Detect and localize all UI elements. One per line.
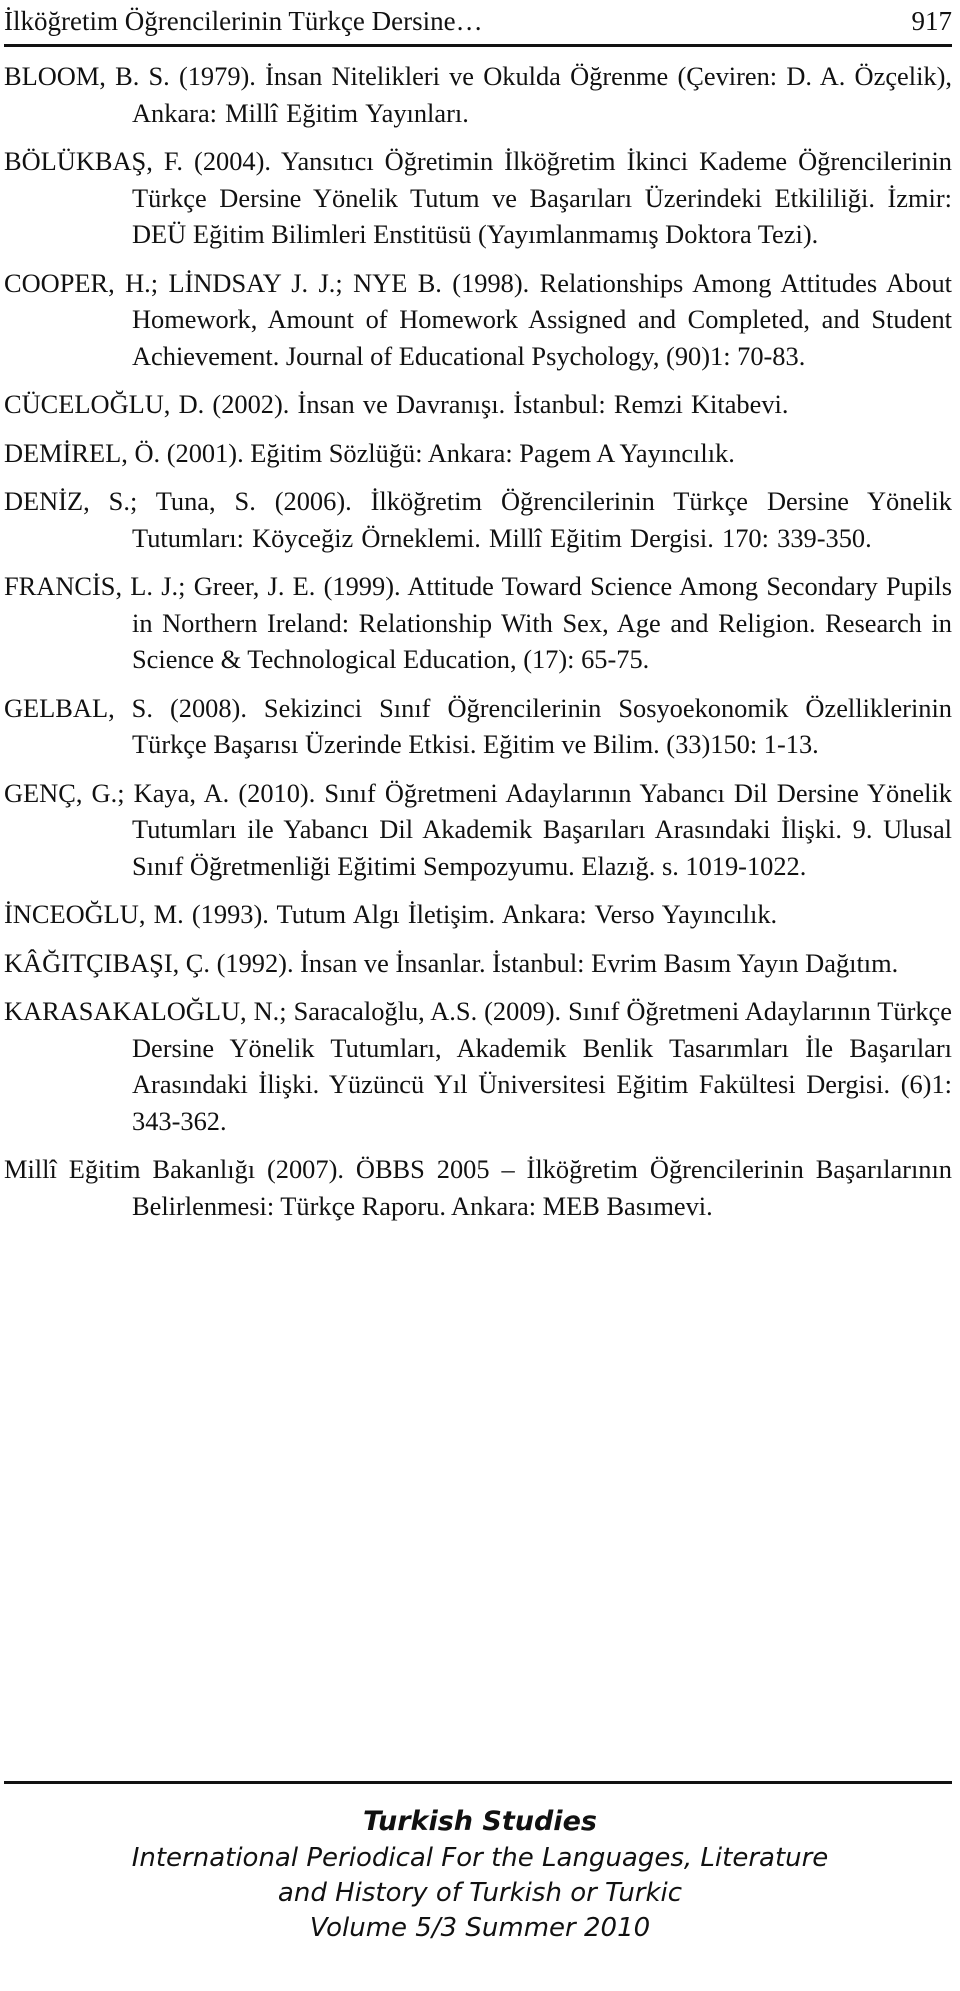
reference-entry: GELBAL, S. (2008). Sekizinci Sınıf Öğrencilerinin Sosyoekonomik Özelliklerinin Türkçe Başarısı Üzerinde Etkisi. Eğitim ve Bilim. (33)150: 1-13. <box>4 692 952 759</box>
journal-subtitle-line-2: and History of Turkish or Turkic <box>277 1878 683 1908</box>
reference-entry: CÜCELOĞLU, D. (2002). İnsan ve Davranışı. İstanbul: Remzi Kitabevi. <box>4 389 789 419</box>
reference-entry: GENÇ, G.; Kaya, A. (2010). Sınıf Öğretmeni Adaylarının Yabancı Dil Dersine Yönelik Tutumları ile Yabancı Dil Akademik Başarıları Arasındaki İlişki. 9. Ulusal Sınıf Öğretmenliği Eğitimi Sempozyumu. Elazığ. s. 1019-1022. <box>4 777 952 881</box>
reference-entry: KÂĞITÇIBAŞI, Ç. (1992). İnsan ve İnsanlar. İstanbul: Evrim Basım Yayın Dağıtım. <box>4 947 899 978</box>
running-header <box>4 2 952 40</box>
journal-volume: Volume 5/3 Summer 2010 <box>309 1913 651 1943</box>
reference-entry: İNCEOĞLU, M. (1993). Tutum Algı İletişim. Ankara: Verso Yayıncılık. <box>4 899 778 929</box>
reference-entry: BLOOM, B. S. (1979). İnsan Nitelikleri ve Okulda Öğrenme (Çeviren: D. A. Özçelik), Ankara: Millî Eğitim Yayınları. <box>4 61 952 128</box>
journal-footer <box>0 1803 960 1946</box>
page-number: 917 <box>911 5 952 36</box>
header-rule <box>4 44 952 47</box>
reference-list <box>4 58 952 1236</box>
reference-entry: KARASAKALOĞLU, N.; Saracaloğlu, A.S. (2009). Sınıf Öğretmeni Adaylarının Türkçe Dersine Yönelik Tutumları, Akademik Benlik Tasarımları İle Başarıları Arasındaki İlişki. Yüzüncü Yıl Üniversitesi Eğitim Fakültesi Dergisi. (6)1: 343-362. <box>4 996 952 1136</box>
reference-entry: Millî Eğitim Bakanlığı (2007). ÖBBS 2005 – İlköğretim Öğrencilerinin Başarılarının Belirlenmesi: Türkçe Raporu. Ankara: MEB Basımevi. <box>4 1154 952 1221</box>
reference-entry: COOPER, H.; LİNDSAY J. J.; NYE B. (1998). Relationships Among Attitudes About Homework, Amount of Homework Assigned and Completed, and Student Achievement. Journal of Educational Psychology, (90)1: 70-83. <box>4 267 952 371</box>
journal-subtitle-line-1: International Periodical For the Languages, Literature <box>131 1843 829 1873</box>
footer-rule <box>4 1781 952 1784</box>
journal-name: Turkish Studies <box>363 1806 597 1837</box>
running-title: İlköğretim Öğrencilerinin Türkçe Dersine… <box>4 5 483 36</box>
reference-entry: BÖLÜKBAŞ, F. (2004). Yansıtıcı Öğretimin İlköğretim İkinci Kademe Öğrencilerinin Türkçe Dersine Yönelik Tutum ve Başarıları Üzerindeki Etkililiği. İzmir: DEÜ Eğitim Bilimleri Enstitüsü (Yayımlanmamış Doktora Tezi). <box>4 146 952 249</box>
reference-entry: DENİZ, S.; Tuna, S. (2006). İlköğretim Öğrencilerinin Türkçe Dersine Yönelik Tutumları: Köyceğiz Örneklemi. Millî Eğitim Dergisi. 170: 339-350. <box>4 486 952 553</box>
reference-entry: DEMİREL, Ö. (2001). Eğitim Sözlüğü: Ankara: Pagem A Yayıncılık. <box>4 437 735 468</box>
reference-entry: FRANCİS, L. J.; Greer, J. E. (1999). Attitude Toward Science Among Secondary Pupils in Northern Ireland: Relationship With Sex, Age and Religion. Research in Science & Technological Education, (17): 65-75. <box>4 571 952 674</box>
